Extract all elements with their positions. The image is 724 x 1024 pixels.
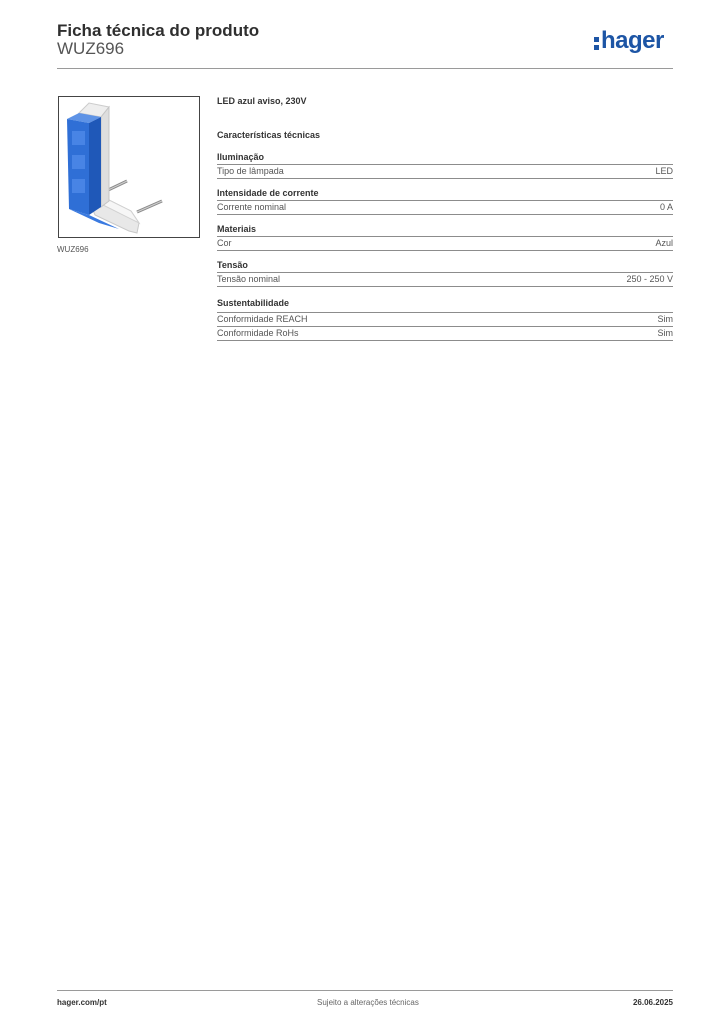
spec-value: 0 A — [659, 202, 673, 212]
spec-group-tensao — [217, 260, 673, 287]
spec-group-corrente — [217, 188, 673, 215]
footer-date: 26.06.2025 — [632, 998, 673, 1007]
spec-group-title: Sustentabilidade — [217, 298, 673, 313]
image-caption: WUZ696 — [57, 245, 89, 254]
spec-label: Conformidade REACH — [217, 314, 308, 324]
spec-group-title: Tensão — [217, 260, 673, 273]
spec-value: Sim — [657, 314, 673, 324]
led-module-illustration — [59, 97, 199, 237]
spec-row — [217, 165, 673, 179]
header-divider — [57, 68, 673, 69]
product-name: LED azul aviso, 230V — [217, 96, 307, 106]
spec-label: Tipo de lâmpada — [217, 166, 284, 176]
spec-label: Cor — [217, 238, 232, 248]
spec-row — [217, 313, 673, 327]
logo-colon-icon — [594, 34, 599, 50]
footer-disclaimer: Sujeito a alterações técnicas — [317, 998, 419, 1007]
spec-value: LED — [655, 166, 673, 176]
spec-group-materiais — [217, 224, 673, 251]
footer-divider — [57, 990, 673, 991]
spec-row — [217, 273, 673, 287]
spec-row — [217, 201, 673, 215]
spec-group-title: Iluminação — [217, 152, 673, 165]
section-heading: Características técnicas — [217, 130, 321, 140]
spec-value: Sim — [657, 328, 673, 338]
spec-group-title: Intensidade de corrente — [217, 188, 673, 201]
spec-value: 250 - 250 V — [626, 274, 673, 284]
spec-row — [217, 237, 673, 251]
spec-panel — [217, 96, 673, 341]
spec-value: Azul — [655, 238, 673, 248]
spec-label: Tensão nominal — [217, 274, 281, 284]
spec-label: Corrente nominal — [217, 202, 287, 212]
footer-website-link[interactable]: hager.com/pt — [57, 998, 107, 1007]
spec-group-iluminacao — [217, 152, 673, 179]
spec-label: Conformidade RoHs — [217, 328, 299, 338]
spec-group-sustentabilidade — [217, 298, 673, 341]
page-title: Ficha técnica do produto — [57, 21, 260, 40]
spec-row — [217, 327, 673, 341]
spec-group-title: Materiais — [217, 224, 673, 237]
product-code: WUZ696 — [57, 39, 125, 58]
product-image — [58, 96, 200, 238]
logo-text: hager — [601, 27, 664, 54]
brand-logo[interactable] — [594, 27, 664, 55]
